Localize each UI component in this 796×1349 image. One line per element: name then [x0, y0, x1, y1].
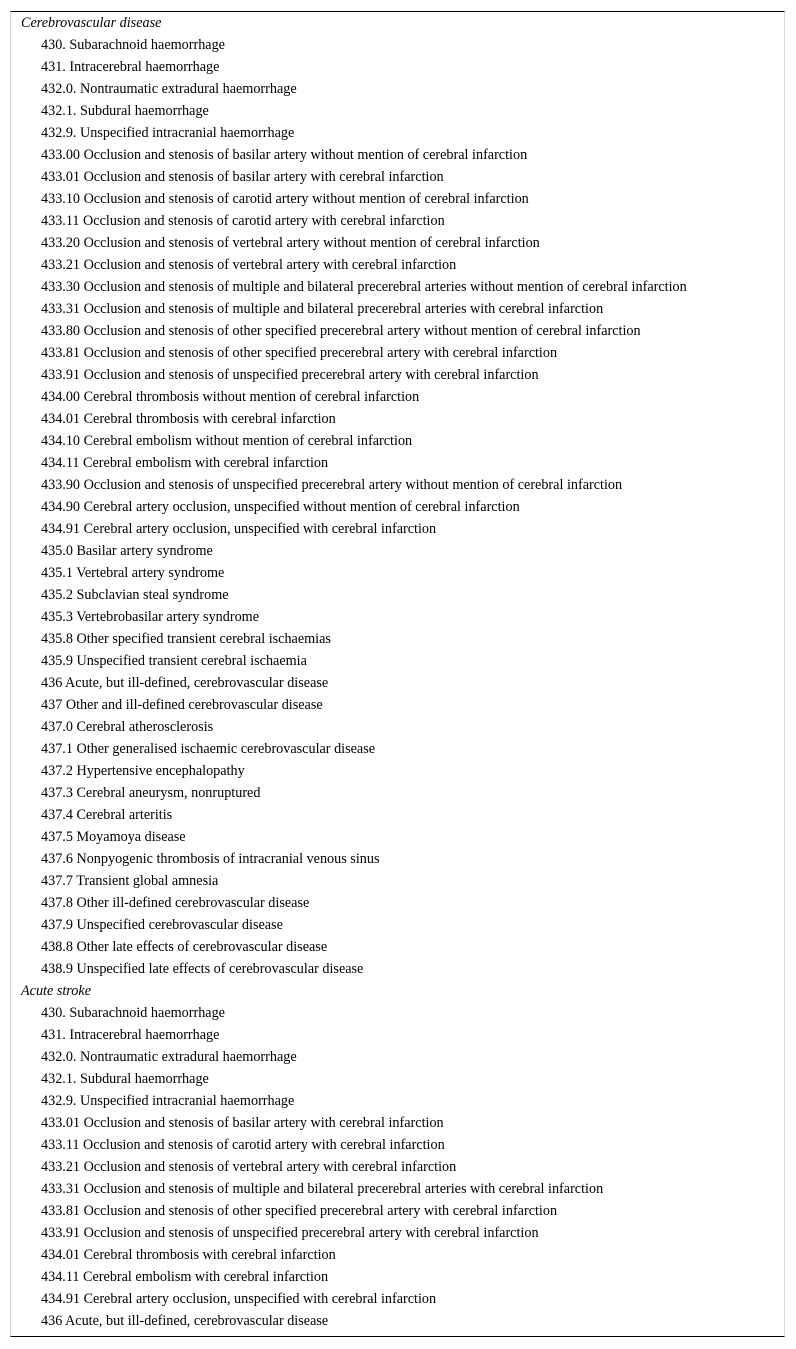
table-row: 434.91 Cerebral artery occlusion, unspecified with cerebral infarction — [41, 521, 437, 537]
table-row: 432.1. Subdural haemorrhage — [41, 103, 209, 119]
table-row: 434.90 Cerebral artery occlusion, unspecified without mention of cerebral infarction — [41, 499, 520, 515]
table-row: 434.00 Cerebral thrombosis without mention of cerebral infarction — [41, 389, 420, 405]
table-row: 433.21 Occlusion and stenosis of vertebral artery with cerebral infarction — [41, 1159, 457, 1175]
table-row: 436 Acute, but ill-defined, cerebrovascular disease — [41, 675, 329, 691]
table-row: 433.30 Occlusion and stenosis of multiple and bilateral precerebral arteries without mention of cerebral infarction — [41, 279, 687, 295]
table-row: 437.5 Moyamoya disease — [41, 829, 186, 845]
table-row: 430. Subarachnoid haemorrhage — [41, 1005, 225, 1021]
table-row: 432.0. Nontraumatic extradural haemorrhage — [41, 81, 297, 97]
table-row: 438.8 Other late effects of cerebrovascular disease — [41, 939, 328, 955]
table-row: 434.10 Cerebral embolism without mention of cerebral infarction — [41, 433, 413, 449]
table-row: 435.3 Vertebrobasilar artery syndrome — [41, 609, 259, 625]
table-row: 437.9 Unspecified cerebrovascular disease — [41, 917, 283, 933]
table-row: 434.01 Cerebral thrombosis with cerebral infarction — [41, 1247, 336, 1263]
table-row: 437.4 Cerebral arteritis — [41, 807, 173, 823]
table-row: 435.9 Unspecified transient cerebral ischaemia — [41, 653, 307, 669]
table-row: 435.2 Subclavian steal syndrome — [41, 587, 229, 603]
table-body — [11, 12, 784, 1332]
table-row: 433.80 Occlusion and stenosis of other specified precerebral artery without mention of cerebral infarction — [41, 323, 641, 339]
table-row: 433.31 Occlusion and stenosis of multiple and bilateral precerebral arteries with cerebral infarction — [41, 301, 604, 317]
table-row: 433.00 Occlusion and stenosis of basilar artery without mention of cerebral infarction — [41, 147, 528, 163]
table-row: 437 Other and ill-defined cerebrovascular disease — [41, 697, 323, 713]
table-row: 433.11 Occlusion and stenosis of carotid artery with cerebral infarction — [41, 213, 445, 229]
table-row: 433.31 Occlusion and stenosis of multiple and bilateral precerebral arteries with cerebral infarction — [41, 1181, 604, 1197]
table-row: 433.01 Occlusion and stenosis of basilar artery with cerebral infarction — [41, 169, 444, 185]
table-row: 432.9. Unspecified intracranial haemorrhage — [41, 1093, 295, 1109]
table-row: 433.10 Occlusion and stenosis of carotid artery without mention of cerebral infarction — [41, 191, 529, 207]
table-row: 435.8 Other specified transient cerebral ischaemias — [41, 631, 331, 647]
table-row: 434.11 Cerebral embolism with cerebral infarction — [41, 455, 329, 471]
table-row: 433.91 Occlusion and stenosis of unspecified precerebral artery with cerebral infarction — [41, 367, 539, 383]
table-row: 437.7 Transient global amnesia — [41, 873, 219, 889]
table-row: 437.2 Hypertensive encephalopathy — [41, 763, 245, 779]
table-row: 432.0. Nontraumatic extradural haemorrhage — [41, 1049, 297, 1065]
table-row: 434.11 Cerebral embolism with cerebral infarction — [41, 1269, 329, 1285]
table-row: 433.90 Occlusion and stenosis of unspecified precerebral artery without mention of cerebral infarction — [41, 477, 623, 493]
table-row: 432.1. Subdural haemorrhage — [41, 1071, 209, 1087]
table-row: 430. Subarachnoid haemorrhage — [41, 37, 225, 53]
table-row: 433.81 Occlusion and stenosis of other specified precerebral artery with cerebral infarction — [41, 345, 558, 361]
table-row: 433.21 Occlusion and stenosis of vertebral artery with cerebral infarction — [41, 257, 457, 273]
table-row: 438.9 Unspecified late effects of cerebrovascular disease — [41, 961, 364, 977]
table-row: 437.3 Cerebral aneurysm, nonruptured — [41, 785, 261, 801]
icd-code-table — [10, 11, 785, 1337]
table-row: 436 Acute, but ill-defined, cerebrovascular disease — [41, 1313, 329, 1329]
section-heading: Acute stroke — [21, 983, 91, 999]
table-row: 437.0 Cerebral atherosclerosis — [41, 719, 214, 735]
table-row: 431. Intracerebral haemorrhage — [41, 59, 220, 75]
table-row: 433.81 Occlusion and stenosis of other specified precerebral artery with cerebral infarction — [41, 1203, 558, 1219]
table-row: 437.8 Other ill-defined cerebrovascular disease — [41, 895, 310, 911]
section-heading: Cerebrovascular disease — [21, 15, 162, 31]
table-row: 431. Intracerebral haemorrhage — [41, 1027, 220, 1043]
table-row: 433.91 Occlusion and stenosis of unspecified precerebral artery with cerebral infarction — [41, 1225, 539, 1241]
table-row: 437.1 Other generalised ischaemic cerebrovascular disease — [41, 741, 376, 757]
table-row: 434.01 Cerebral thrombosis with cerebral infarction — [41, 411, 336, 427]
table-row: 433.11 Occlusion and stenosis of carotid artery with cerebral infarction — [41, 1137, 445, 1153]
table-row: 437.6 Nonpyogenic thrombosis of intracranial venous sinus — [41, 851, 380, 867]
table-row: 435.0 Basilar artery syndrome — [41, 543, 213, 559]
table-row: 434.91 Cerebral artery occlusion, unspecified with cerebral infarction — [41, 1291, 437, 1307]
table-row: 433.20 Occlusion and stenosis of vertebral artery without mention of cerebral infarction — [41, 235, 540, 251]
table-row: 433.01 Occlusion and stenosis of basilar artery with cerebral infarction — [41, 1115, 444, 1131]
table-row: 432.9. Unspecified intracranial haemorrhage — [41, 125, 295, 141]
table-row: 435.1 Vertebral artery syndrome — [41, 565, 225, 581]
